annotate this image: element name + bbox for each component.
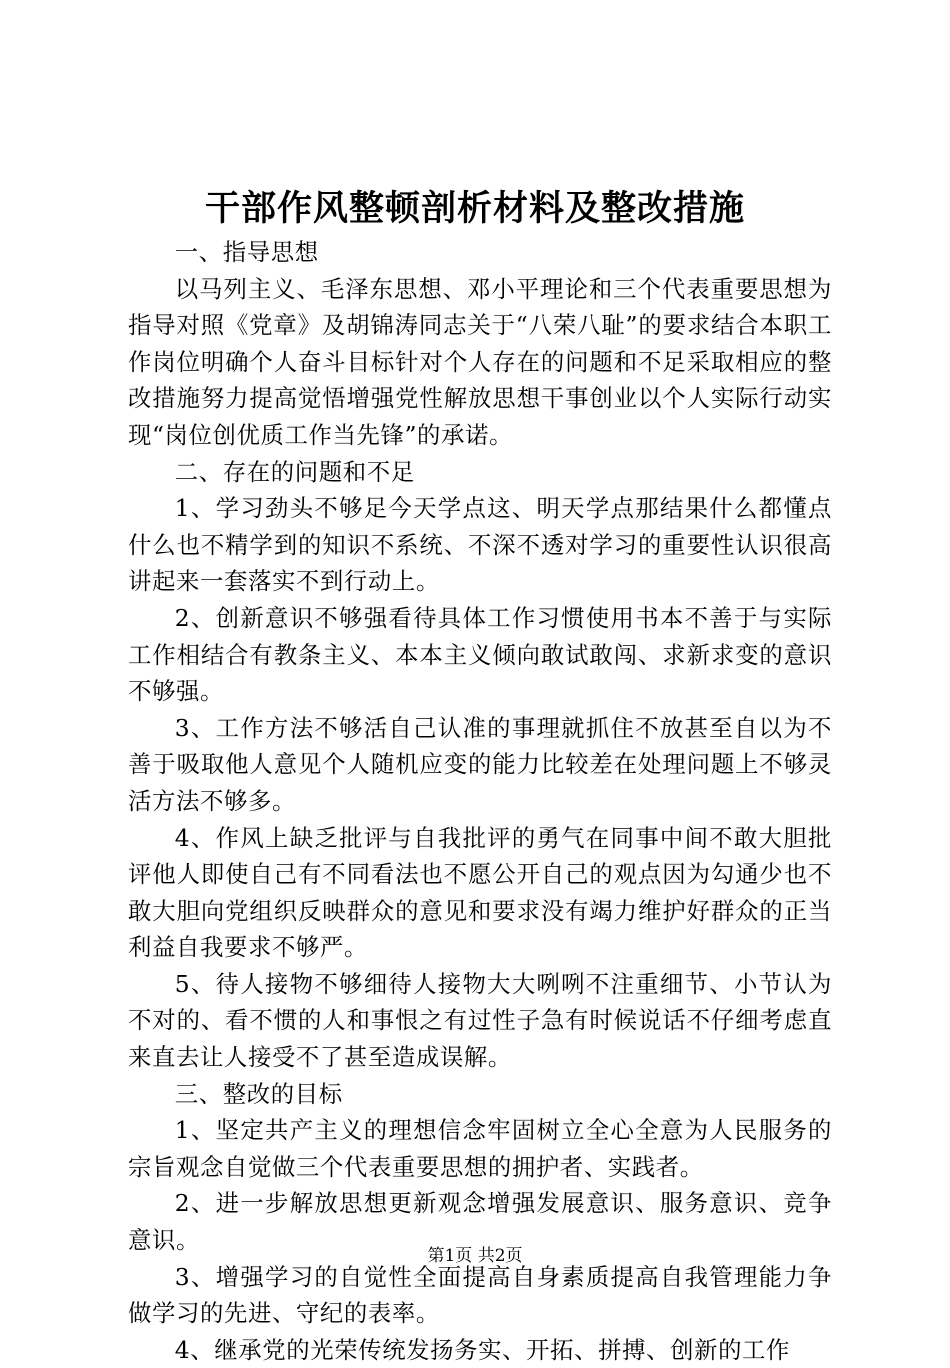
body-paragraph: 2、进一步解放思想更新观念增强发展意识、服务意识、竞争意识。 [128,1189,832,1255]
body-paragraph: 4、作风上缺乏批评与自我批评的勇气在同事中间不敢大胆批评他人即使自己有不同看法也不愿公开自己的观点因为勾通少也不敢大胆向党组织反映群众的意见和要求没有竭力维护好群众的正当利益自我要求不够严。 [128,823,832,962]
body-paragraph: 3、工作方法不够活自己认准的事理就抓住不放甚至自以为不善于吸取他人意见个人随机应变的能力比较差在处理问题上不够灵活方法不够多。 [128,713,832,815]
section-heading: 三、整改的目标 [174,1079,343,1108]
page-footer: 第1页 共2页 [427,1246,523,1266]
document-body [128,234,832,1368]
body-paragraph: 1、学习劲头不够足今天学点这、明天学点那结果什么都懂点什么也不精学到的知识不系统、不深不透对学习的重要性认识很高讲起来一套落实不到行动上。 [128,494,832,596]
section-heading: 一、指导思想 [174,238,319,266]
body-paragraph: 1、坚定共产主义的理想信念牢固树立全心全意为人民服务的宗旨观念自觉做三个代表重要思想的拥护者、实践者。 [128,1116,832,1181]
section-heading: 二、存在的问题和不足 [174,457,415,486]
body-paragraph: 2、创新意识不够强看待具体工作习惯使用书本不善于与实际工作相结合有教条主义、本本主义倾向敢试敢闯、求新求变的意识不够强。 [128,603,832,706]
document-title: 干部作风整顿剖析材料及整改措施 [204,188,745,229]
body-paragraph: 5、待人接物不够细待人接物大大咧咧不注重细节、小节认为不对的、看不惯的人和事恨之有过性子急有时候说话不仔细考虑直来直去让人接受不了甚至造成误解。 [128,969,832,1072]
body-paragraph: 4、继承党的光荣传统发扬务实、开拓、拼搏、创新的工作 [174,1335,791,1364]
body-paragraph: 3、增强学习的自觉性全面提高自身素质提高自我管理能力争做学习的先进、守纪的表率。 [128,1262,832,1328]
body-paragraph: 以马列主义、毛泽东思想、邓小平理论和三个代表重要思想为指导对照《党章》及胡锦涛同志关于“八荣八耻”的要求结合本职工作岗位明确个人奋斗目标针对个人存在的问题和不足采取相应的整改措施努力提高觉悟增强党性解放思想干事创业以个人实际行动实现“岗位创优质工作当先锋”的承诺。 [128,274,832,449]
